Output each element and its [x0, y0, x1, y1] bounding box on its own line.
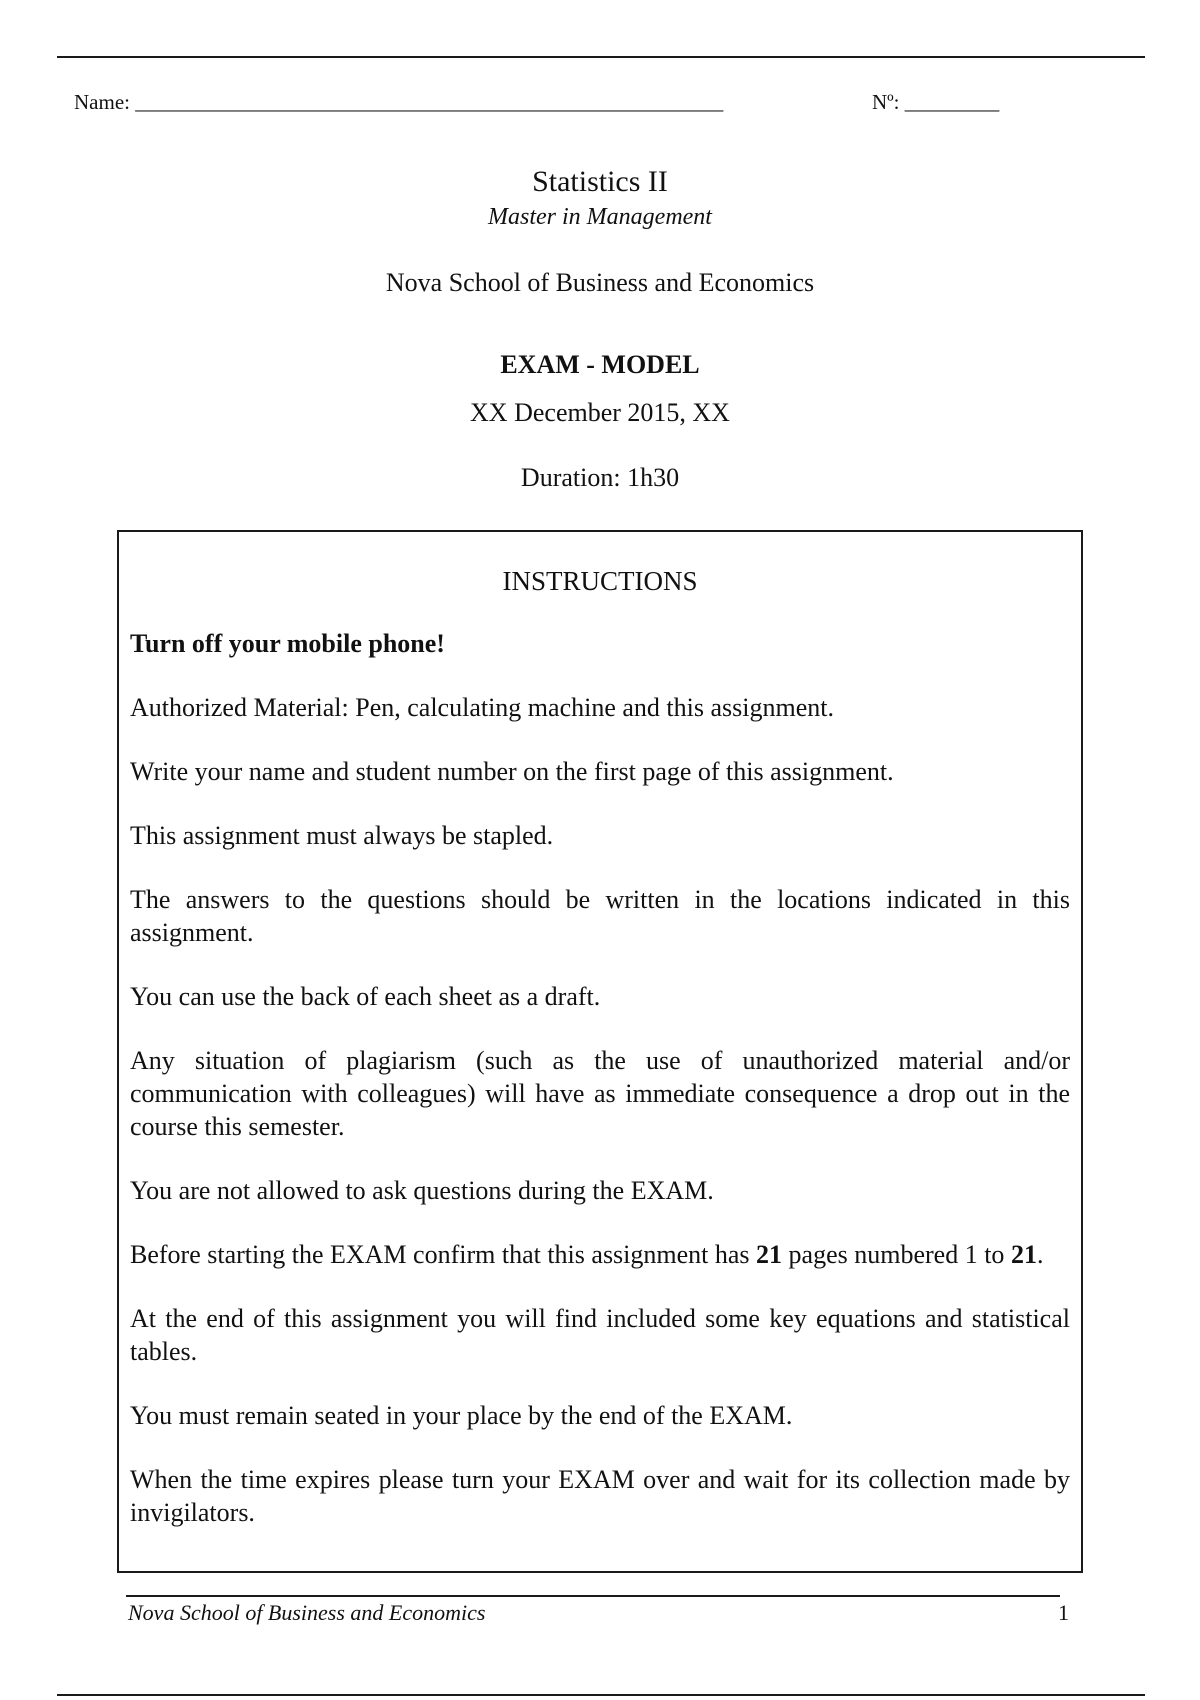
page-number: 1 — [1058, 1600, 1069, 1625]
bottom-rule — [57, 1694, 1145, 1696]
instruction-tables: At the end of this assignment you will find included some key equations and statistical tables. — [130, 1304, 1070, 1366]
course-title: Statistics II — [532, 165, 668, 198]
instruction-draft: You can use the back of each sheet as a draft. — [130, 982, 601, 1011]
pages-text-before: Before starting the EXAM confirm that this assignment has — [130, 1240, 757, 1269]
student-number-field — [872, 90, 999, 115]
instruction-phone: Turn off your mobile phone! — [130, 629, 445, 658]
instruction-plagiarism: Any situation of plagiarism (such as the use of unauthorized material and/or communication with colleagues) will have as immediate consequence a drop out in the course this semester. — [130, 1046, 1070, 1141]
pages-text-end: . — [1036, 1240, 1044, 1269]
footer-rule — [126, 1595, 1060, 1597]
top-rule — [57, 56, 1145, 58]
footer-school: Nova School of Business and Economics — [128, 1600, 486, 1625]
school-name: Nova School of Business and Economics — [385, 268, 815, 297]
instructions-heading: INSTRUCTIONS — [502, 566, 698, 596]
instruction-answers: The answers to the questions should be written in the locations indicated in this assignment. — [130, 885, 1070, 947]
number-label: Nº: — [872, 90, 900, 114]
instructions-box — [117, 530, 1083, 1573]
instruction-material: Authorized Material: Pen, calculating machine and this assignment. — [130, 693, 834, 722]
exam-duration: Duration: 1h30 — [520, 463, 680, 492]
program-name: Master in Management — [488, 204, 712, 230]
name-field — [74, 90, 723, 115]
instruction-pages — [130, 1238, 1070, 1271]
instruction-write-name: Write your name and student number on the first page of this assignment. — [130, 757, 894, 786]
instruction-seated: You must remain seated in your place by the end of the EXAM. — [130, 1401, 793, 1430]
pages-text-middle: pages numbered 1 to — [782, 1240, 1011, 1269]
exam-date: XX December 2015, XX — [470, 398, 730, 427]
instruction-stapled: This assignment must always be stapled. — [130, 821, 554, 850]
pages-last: 21 — [1010, 1240, 1037, 1269]
name-label: Name: — [74, 90, 130, 114]
instruction-time-expires: When the time expires please turn your EXAM over and wait for its collection made by invigilators. — [130, 1465, 1070, 1527]
pages-count: 21 — [756, 1240, 783, 1269]
exam-title: EXAM - MODEL — [500, 350, 700, 379]
name-blank: ________________________________________________________ — [135, 90, 724, 114]
instruction-no-questions: You are not allowed to ask questions during the EXAM. — [130, 1176, 714, 1205]
number-blank: _________ — [904, 90, 1000, 114]
instructions-body — [130, 627, 1070, 1560]
